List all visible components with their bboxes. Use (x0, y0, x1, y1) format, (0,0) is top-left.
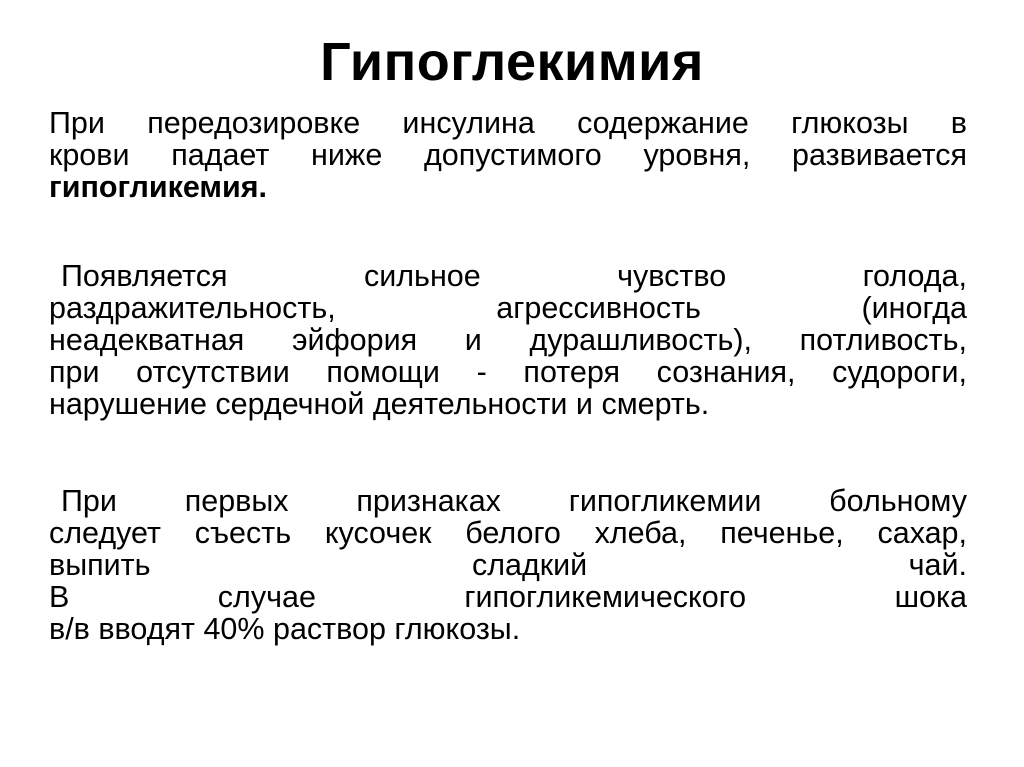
text-line: При передозировке инсулина содержание глюкозы в (49, 106, 967, 140)
text-line: Появляется сильное чувство голода, (61, 259, 967, 293)
paragraph-symptoms (49, 260, 967, 420)
text-line: следует съесть кусочек белого хлеба, печенье, сахар, (49, 516, 967, 550)
text-line: при отсутствии помощи - потеря сознания, судороги, (49, 355, 967, 389)
paragraph-overdose (49, 107, 967, 203)
text-line: раздражительность, агрессивность (иногда (49, 291, 967, 325)
text-line-bold (49, 171, 967, 203)
hypoglycemia-term: гипогликемия. (49, 170, 267, 204)
text-line: При первых признаках гипогликемии больному (61, 484, 967, 518)
text-line: нарушение сердечной деятельности и смерть. (49, 387, 710, 421)
text-line: неадекватная эйфория и дурашливость), потливость, (49, 323, 967, 357)
text-line: выпить сладкий чай. (49, 548, 967, 582)
slide-title: Гипоглекимия (320, 32, 704, 92)
text-line: крови падает ниже допустимого уровня, развивается (49, 138, 967, 172)
text-line: В случае гипогликемического шока (49, 580, 967, 614)
text-line: в/в вводят 40% раствор глюкозы. (49, 612, 521, 646)
paragraph-first-aid (49, 485, 967, 645)
